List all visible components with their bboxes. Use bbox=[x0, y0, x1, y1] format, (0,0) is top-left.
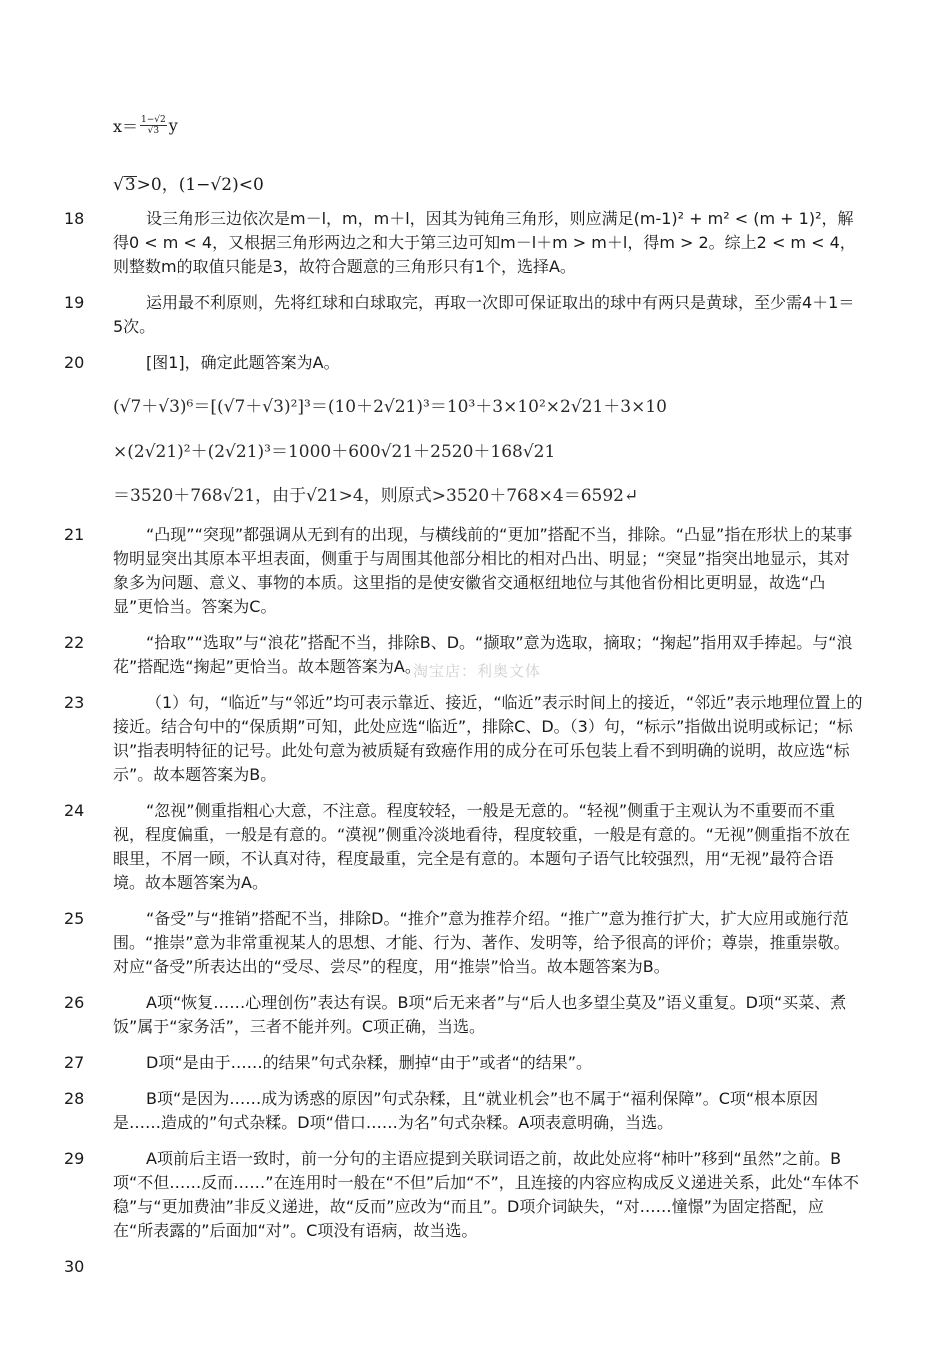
fraction-denominator: √3 bbox=[147, 126, 160, 136]
watermark: 淘宝店：利奥文体 bbox=[413, 662, 542, 680]
item-23-text bbox=[113, 691, 863, 787]
item20-math-line3: ＝3520＋768√21，由于√21>4，则原式>3520＋768×4＝6592↵ bbox=[113, 486, 639, 506]
item-number: 28 bbox=[64, 1089, 85, 1108]
item-text: A项前后主语一致时，前一分句的主语应提到关联词语之前，故此处应将“柿叶”移到“虽然”之前。B项“不但……反而……”在连用时一般在“不但”后加“不”，且连接的内容应构成反义递进关系，此处“车体不稳”与“更加费油”非反义递进，故“反而”应改为“而且”。D项介词缺失，“对……憧憬”为固定搭配，应在“所表露的”后面加“对”。C项没有语病，故当选。 bbox=[113, 1149, 860, 1240]
radicand-3: 3 bbox=[124, 175, 136, 195]
item-25-text bbox=[113, 907, 863, 979]
item-21-text bbox=[113, 523, 863, 619]
item-number: 29 bbox=[64, 1149, 85, 1168]
item20-math-line1: (√7＋√3)⁶＝[(√7＋√3)²]³＝(10＋2√21)³＝10³＋3×10²×2√21＋3×10 bbox=[113, 397, 667, 417]
item-19-text bbox=[113, 291, 863, 339]
item-text: “拾取”“选取”与“浪花”搭配不当，排除B、D。“撷取”意为选取，摘取；“掬起”指用双手捧起。与“浪花”搭配选“掬起”更恰当。故本题答案为A。 bbox=[113, 633, 853, 676]
item-20-text bbox=[113, 351, 863, 375]
inequality-rest: >0，(1−√2)<0 bbox=[136, 175, 264, 195]
item-text: “凸现”“突现”都强调从无到有的出现，与横线前的“更加”搭配不当，排除。“凸显”指在形状上的某事物明显突出其原本平坦表面，侧重于与周围其他部分相比的相对凸出、明显；“突显”指突出地显示，其对象多为问题、意义、事物的本质。这里指的是使安徽省交通枢纽地位与其他省份相比更明显，故选“凸显”更恰当。答案为C。 bbox=[113, 525, 853, 616]
item-text: [图1]，确定此题答案为A。 bbox=[146, 353, 340, 372]
item-18-text bbox=[113, 207, 863, 279]
formula-x-fraction bbox=[113, 114, 178, 137]
item-text: A项“恢复……心理创伤”表达有误。B项“后无来者”与“后人也多望尘莫及”语义重复。D项“买菜、煮饭”属于“家务活”，三者不能并列。C项正确，当选。 bbox=[113, 993, 847, 1036]
formula-fraction bbox=[140, 115, 167, 136]
formula-inequality bbox=[113, 170, 264, 195]
fraction-numerator: 1−√2 bbox=[141, 115, 166, 125]
item-number: 24 bbox=[64, 801, 85, 820]
formula-x-eq: x＝ bbox=[113, 117, 139, 136]
item-number: 25 bbox=[64, 909, 85, 928]
item-text: 运用最不利原则，先将红球和白球取完，再取一次即可保证取出的球中有两只是黄球，至少需4＋1＝5次。 bbox=[113, 293, 855, 336]
item-number: 23 bbox=[64, 693, 85, 712]
item-number: 22 bbox=[64, 633, 85, 652]
item-number: 26 bbox=[64, 993, 85, 1012]
item-text: “备受”与“推销”搭配不当，排除D。“推介”意为推荐介绍。“推广”意为推行扩大，扩大应用或施行范围。“推崇”意为非常重视某人的思想、才能、行为、著作、发明等，给予很高的评价；尊崇，推重崇敬。对应“备受”所表达出的“受尽、尝尽”的程度，用“推崇”恰当。故本题答案为B。 bbox=[113, 909, 850, 976]
item-27-text bbox=[113, 1051, 863, 1075]
formula-var-y: y bbox=[168, 116, 178, 135]
item-24-text bbox=[113, 799, 863, 895]
item-text: “忽视”侧重指粗心大意，不注意。程度较轻，一般是无意的。“轻视”侧重于主观认为不重要而不重视，程度偏重，一般是有意的。“漠视”侧重冷淡地看待，程度较重，一般是有意的。“无视”侧重指不放在眼里，不屑一顾，不认真对待，程度最重，完全是有意的。本题句子语气比较强烈，用“无视”最符合语境。故本题答案为A。 bbox=[113, 801, 851, 892]
item-text: （1）句，“临近”与“邻近”均可表示靠近、接近，“临近”表示时间上的接近，“邻近”表示地理位置上的接近。结合句中的“保质期”可知，此处应选“临近”，排除C、D。（3）句，“标示”指做出说明或标记；“标识”指表明特征的记号。此处句意为被质疑有致癌作用的成分在可乐包装上看不到明确的说明，故应选“标示”。故本题答案为B。 bbox=[113, 693, 863, 784]
sqrt-icon: √ bbox=[113, 175, 124, 195]
item-number: 30 bbox=[64, 1257, 85, 1276]
item-text: 设三角形三边依次是m－l，m，m＋l，因其为钝角三角形，则应满足(m-1)² + m² < (m + 1)²，解得0 < m < 4，又根据三角形两边之和大于第三边可知m－l＋m > m＋l，得m > 2。综上2 < m < 4，则整数m的取值只能是3，故符合题意的三角形只有1个，选择A。 bbox=[113, 209, 856, 276]
item-number: 19 bbox=[64, 293, 85, 312]
item-number: 18 bbox=[64, 209, 85, 228]
item-29-text bbox=[113, 1147, 863, 1243]
item-text: B项“是因为……成为诱惑的原因”句式杂糅，且“就业机会”也不属于“福利保障”。C项“根本原因是……造成的”句式杂糅。D项“借口……为名”句式杂糅。A项表意明确，当选。 bbox=[113, 1089, 819, 1132]
item-28-text bbox=[113, 1087, 863, 1135]
item-number: 27 bbox=[64, 1053, 85, 1072]
item-number: 21 bbox=[64, 525, 85, 544]
item-number: 20 bbox=[64, 353, 85, 372]
item-26-text bbox=[113, 991, 863, 1039]
item-text: D项“是由于……的结果”句式杂糅，删掉“由于”或者“的结果”。 bbox=[146, 1053, 593, 1072]
item20-math-line2: ×(2√21)²＋(2√21)³＝1000＋600√21＋2520＋168√21 bbox=[113, 442, 556, 462]
